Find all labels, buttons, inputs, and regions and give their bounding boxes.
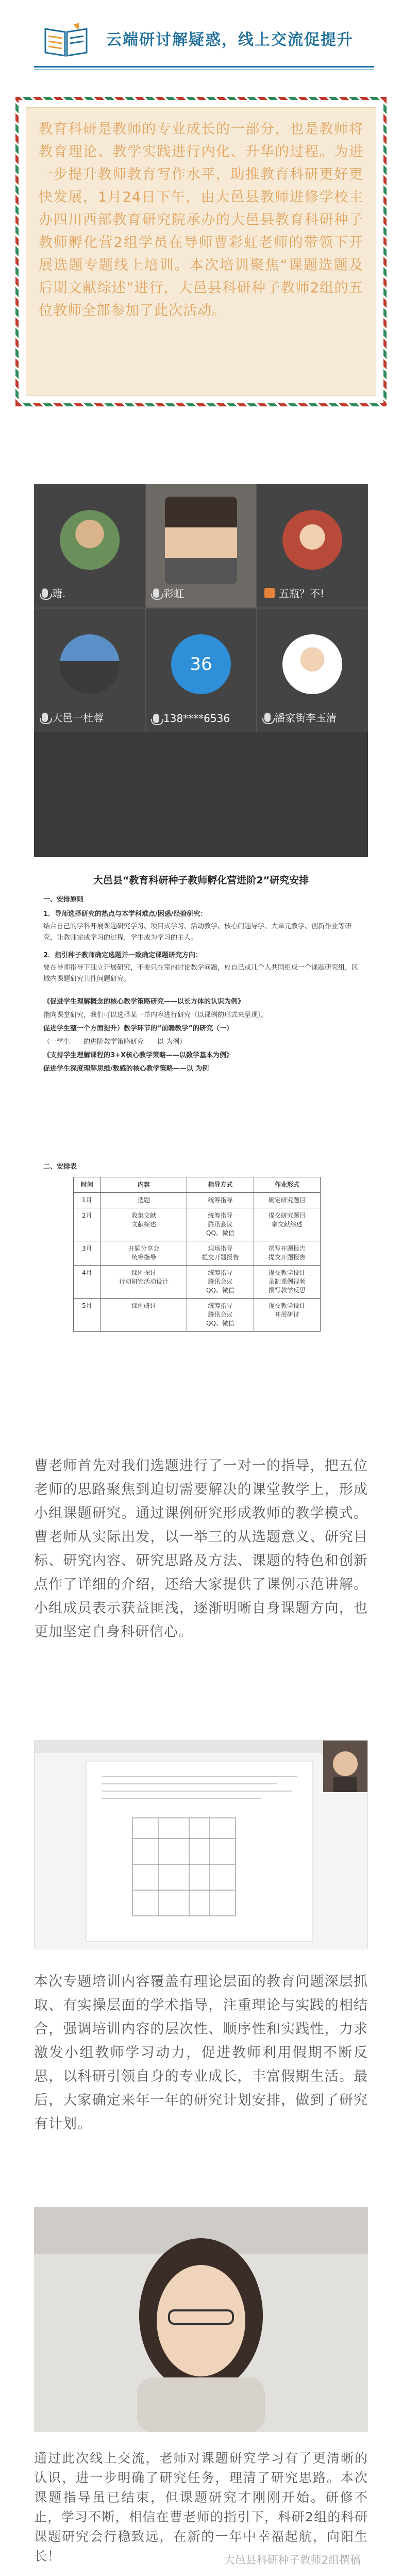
table-cell: 确定研究题目: [254, 1193, 320, 1208]
doc-paragraph: 《支持学生理解课程的3+X核心教学策略——以数学基本为例》: [43, 1052, 233, 1059]
table-cell: 撰写开题报告 提交开题报告: [254, 1241, 320, 1266]
participant-tile: [257, 608, 368, 732]
intro-card: [15, 97, 387, 406]
teacher-photo: [34, 2207, 368, 2432]
book-icon: [42, 22, 90, 59]
doc-paragraph: 结合自己的学科开展课题研究学习、项目式学习、活动教学、核心问题导学、大单元教学、创新作业等研究，让教师完成学习的过程，学生成为学习的主人。: [43, 923, 352, 942]
page-title: 云端研讨解疑惑，线上交流促提升: [106, 31, 354, 49]
doc-section-heading: 二、安排表: [43, 1163, 77, 1171]
table-cell: 统筹指导: [187, 1193, 254, 1208]
doc-paragraph: 要在导师指导下独立开展研究，不要只在室内讨论教学问题，应自己或几个人共同组成一个课题研究组，区域内课题研究共性问题研究。: [43, 964, 359, 983]
doc-paragraph: 《促进学生理解概念的核心教学策略研究——以长方体的认识为例》: [43, 998, 245, 1006]
table-cell: 提交教学设计 录制课例视频 撰写教学反思: [254, 1266, 320, 1299]
participant-tile: [145, 484, 257, 608]
table-cell: 统筹指导 腾讯会议 QQ、微信: [187, 1208, 254, 1241]
doc-paragraph: 促进学生深度理解思维/数感的核心教学策略——以 为例: [43, 1065, 209, 1073]
doc-paragraph: 促进学生整一个方面提升）教学环节的“前瞻教学”的研究（一）: [43, 1025, 233, 1032]
table-cell: 统筹指导 腾讯会议 QQ、微信: [187, 1299, 254, 1332]
user-icon: [264, 588, 275, 598]
table-cell: 课例研讨: [100, 1299, 187, 1332]
table-cell: 2月: [74, 1208, 101, 1241]
table-row: [74, 1299, 321, 1332]
table-header-cell: 作业形式: [254, 1177, 320, 1193]
teacher-photo-image: [34, 2207, 368, 2432]
participant-name: 瑭.: [52, 587, 66, 600]
table-cell: 收集文献 文献综述: [100, 1208, 187, 1241]
table-row: [74, 1193, 321, 1208]
participant-tile: [34, 608, 145, 732]
doc-section-heading: 一、安排原则: [43, 896, 84, 904]
header-divider: [34, 66, 374, 68]
avatar: [282, 634, 342, 694]
body-paragraph: 曹老师首先对我们选题进行了一对一的指导，把五位老师的思路聚焦到迫切需要解决的课堂教学上，形成小组课题研究。通过课例研究形成教师的教学模式。曹老师从实际出发，以一举三的从选题意义、研究目标、研究内容、研究思路及方法、课题的特色和创新点作了详细的介绍，还给大家提供了课例示范讲解。小组成员表示获益匪浅，逐渐明晰自身课题方向，也更加坚定自身科研信心。: [34, 1458, 368, 1640]
video-conference-grid: [34, 484, 368, 857]
table-cell: 提交研究题目 拿文献综述: [254, 1208, 320, 1241]
mic-icon: [264, 713, 271, 722]
table-header-cell: 时间: [74, 1177, 101, 1193]
document-preview-image: [35, 1741, 367, 1949]
avatar: 36: [171, 634, 231, 694]
schedule-table: [73, 1177, 321, 1332]
mic-icon: [42, 713, 48, 722]
header-divider-thin: [34, 69, 374, 70]
mic-icon: [153, 588, 159, 598]
mic-icon: [153, 714, 159, 723]
doc-paragraph: （一学生——的进阶教学策略研究——以 为例）: [43, 1038, 187, 1046]
avatar: [60, 634, 120, 694]
video-empty-area: [34, 732, 368, 857]
doc-paragraph: 指向课堂研究，我们可以选择某一单内容进行研究（以课例的形式来呈现）。: [43, 1011, 268, 1019]
table-cell: 提交教学设计 开展研讨: [254, 1299, 320, 1332]
table-row: [74, 1266, 321, 1299]
participant-name: 彩虹: [163, 587, 184, 600]
table-header-row: [74, 1177, 321, 1193]
table-cell: 开题分享会 统筹指导: [100, 1241, 187, 1266]
table-cell: 3月: [74, 1241, 101, 1266]
table-row: [74, 1241, 321, 1266]
avatar: [60, 510, 120, 570]
screen-share-screenshot: [34, 1740, 368, 1949]
avatar: [282, 510, 342, 570]
table-cell: 5月: [74, 1299, 101, 1332]
table-body: [74, 1193, 321, 1332]
participant-name: 潘家街李玉清: [275, 712, 337, 724]
research-plan-document: [34, 867, 368, 1419]
table-cell: 课例探讨 行动研究活动设计: [100, 1266, 187, 1299]
participant-name: 五瓶？不!: [279, 587, 325, 600]
intro-card-inner: [26, 107, 376, 396]
mic-icon: [42, 588, 48, 598]
table-cell: 选题: [100, 1193, 187, 1208]
doc-paragraph: 1．导师选择研究的热点与本学科难点/困惑/经验研究：: [43, 910, 207, 918]
participant-tile: [34, 484, 145, 608]
footer-credit: 大邑县科研种子教师2组撰稿: [224, 2554, 361, 2566]
avatar: [165, 497, 237, 584]
body-paragraph: 通过此次线上交流，老师对课题研究学习有了更清晰的认识，进一步明确了研究任务，理清了研究思路。本次课题指导虽已结束，但课题研究才刚刚开始。研修不止，学习不断，相信在曹老师的指引下，科研2组的科研课题研究会行稳致远，在新的一年中幸福起航，向阳生长！: [34, 2451, 368, 2564]
body-paragraph: 本次专题培训内容覆盖有理论层面的教育问题深层抓取、有实操层面的学术指导，注重理论与实践的相结合，强调培训内容的层次性、顺序性和实践性，力求激发小组教师学习动力，促进教师利用假期不断反思，以科研引领自身的专业成长，丰富假期生活。最后，大家确定来年一年的研究计划安排，做到了研究有计划。: [34, 1974, 368, 2132]
table-cell: 1月: [74, 1193, 101, 1208]
table-cell: 4月: [74, 1266, 101, 1299]
participant-tile: [257, 484, 368, 608]
table-header-cell: 内容: [100, 1177, 187, 1193]
table-cell: 现场指导 提交开题报告: [187, 1241, 254, 1266]
document-title: 大邑县“教育科研种子教师孵化营进阶2”研究安排: [93, 875, 309, 886]
participant-name: 大邑一杜蓉: [52, 712, 104, 724]
table-cell: 统筹指导 腾讯会议 QQ、微信: [187, 1266, 254, 1299]
table-row: [74, 1208, 321, 1241]
participant-name: 138****6536: [163, 712, 230, 725]
intro-text: 教育科研是教师的专业成长的一部分，也是教师将教育理论、教学实践进行内化、升华的过程。为进一步提升教师教育写作水平，助推教育科研更好更快发展，1月24日下午，由大邑县教师进修学校主办四川西部教育研究院承办的大邑县教育科研种子教师孵化营2组学员在导师曹彩虹老师的带领下开展选题专题线上培训。本次培训聚焦“课题选题及后期文献综述”进行，大邑县科研种子教师2组的五位教师全部参加了此次活动。: [39, 121, 363, 319]
table-header-cell: 指导方式: [187, 1177, 254, 1193]
participant-tile: [145, 608, 257, 732]
doc-paragraph: 2．指引种子教师确定选题并一致确定课题研究方向：: [43, 951, 203, 959]
